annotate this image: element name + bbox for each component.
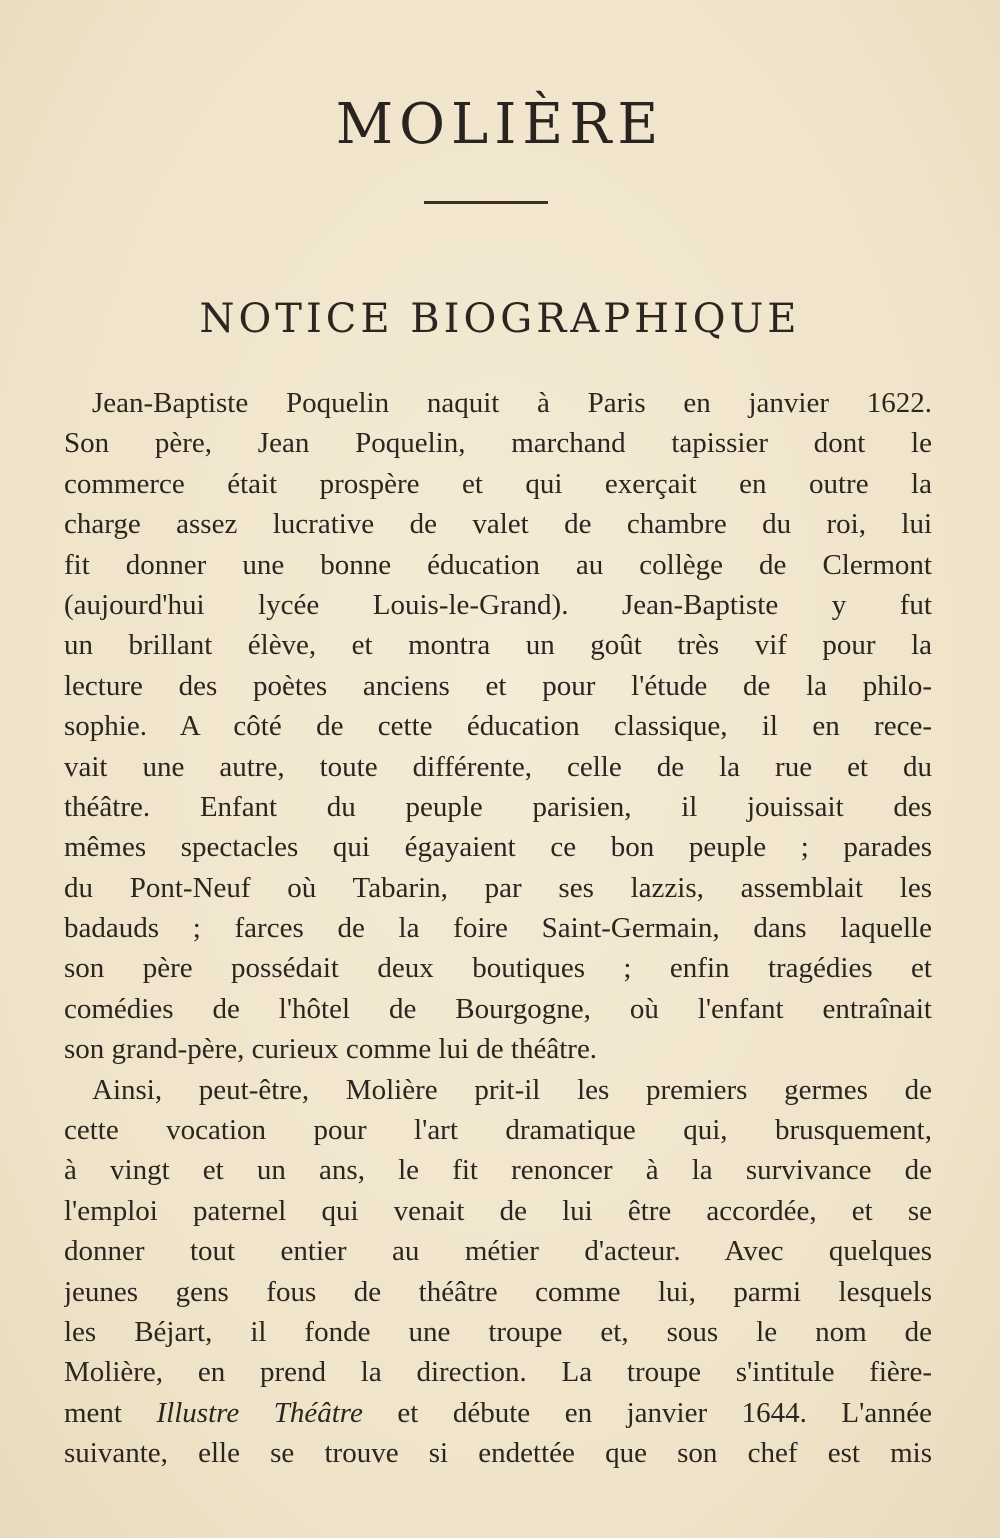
text-line: mêmes spectacles qui égayaient ce bon peuple ; parades xyxy=(64,831,932,864)
text-line: fit donner une bonne éducation au collège de Clermont xyxy=(64,548,932,581)
text-line: son grand-père, curieux comme lui de théâtre. xyxy=(64,1033,598,1066)
text-line: un brillant élève, et montra un goût très vif pour la xyxy=(64,629,932,662)
text-line: du Pont-Neuf où Tabarin, par ses lazzis, assemblait les xyxy=(64,871,932,904)
text-line: les Béjart, il fonde une troupe et, sous le nom de xyxy=(64,1315,932,1348)
text-segment: et débute en janvier 1644. L'année xyxy=(362,1396,932,1429)
section-subtitle: NOTICE BIOGRAPHIQUE xyxy=(199,296,801,342)
text-line: suivante, elle se trouve si endettée que son chef est mis xyxy=(64,1437,932,1470)
text-line: comédies de l'hôtel de Bourgogne, où l'enfant entraînait xyxy=(64,992,932,1025)
text-line: (aujourd'hui lycée Louis-le-Grand). Jean-Baptiste y fut xyxy=(64,588,932,621)
text-line: Ainsi, peut-être, Molière prit-il les premiers germes de xyxy=(92,1073,932,1106)
text-line xyxy=(64,1393,932,1433)
text-line: charge assez lucrative de valet de chambre du roi, lui xyxy=(64,508,932,541)
text-line: donner tout entier au métier d'acteur. Avec quelques xyxy=(64,1235,932,1268)
text-line: cette vocation pour l'art dramatique qui, brusquement, xyxy=(64,1114,932,1147)
text-line: vait une autre, toute différente, celle de la rue et du xyxy=(64,750,932,783)
text-line: badauds ; farces de la foire Saint-Germain, dans laquelle xyxy=(64,912,932,945)
text-line: jeunes gens fous de théâtre comme lui, parmi lesquels xyxy=(64,1275,932,1308)
text-line: lecture des poètes anciens et pour l'étude de la philo- xyxy=(64,669,932,702)
text-line: sophie. A côté de cette éducation classique, il en rece- xyxy=(64,710,932,743)
text-line: Molière, en prend la direction. La troupe s'intitule fière- xyxy=(64,1356,932,1389)
page-title: MOLIÈRE xyxy=(335,92,665,157)
text-line: à vingt et un ans, le fit renoncer à la survivance de xyxy=(64,1154,932,1187)
text-line: théâtre. Enfant du peuple parisien, il jouissait des xyxy=(64,790,932,823)
italic-title: Illustre Théâtre xyxy=(156,1396,363,1429)
title-divider xyxy=(424,201,548,204)
text-line: commerce était prospère et qui exerçait en outre la xyxy=(64,467,932,500)
text-line: l'emploi paternel qui venait de lui être accordée, et se xyxy=(64,1194,932,1227)
text-segment: ment xyxy=(64,1396,157,1429)
text-line: Son père, Jean Poquelin, marchand tapissier dont le xyxy=(64,427,932,460)
text-line: son père possédait deux boutiques ; enfin tragédies et xyxy=(64,952,932,985)
text-line: Jean-Baptiste Poquelin naquit à Paris en janvier 1622. xyxy=(92,387,932,419)
body-text xyxy=(64,383,932,1474)
